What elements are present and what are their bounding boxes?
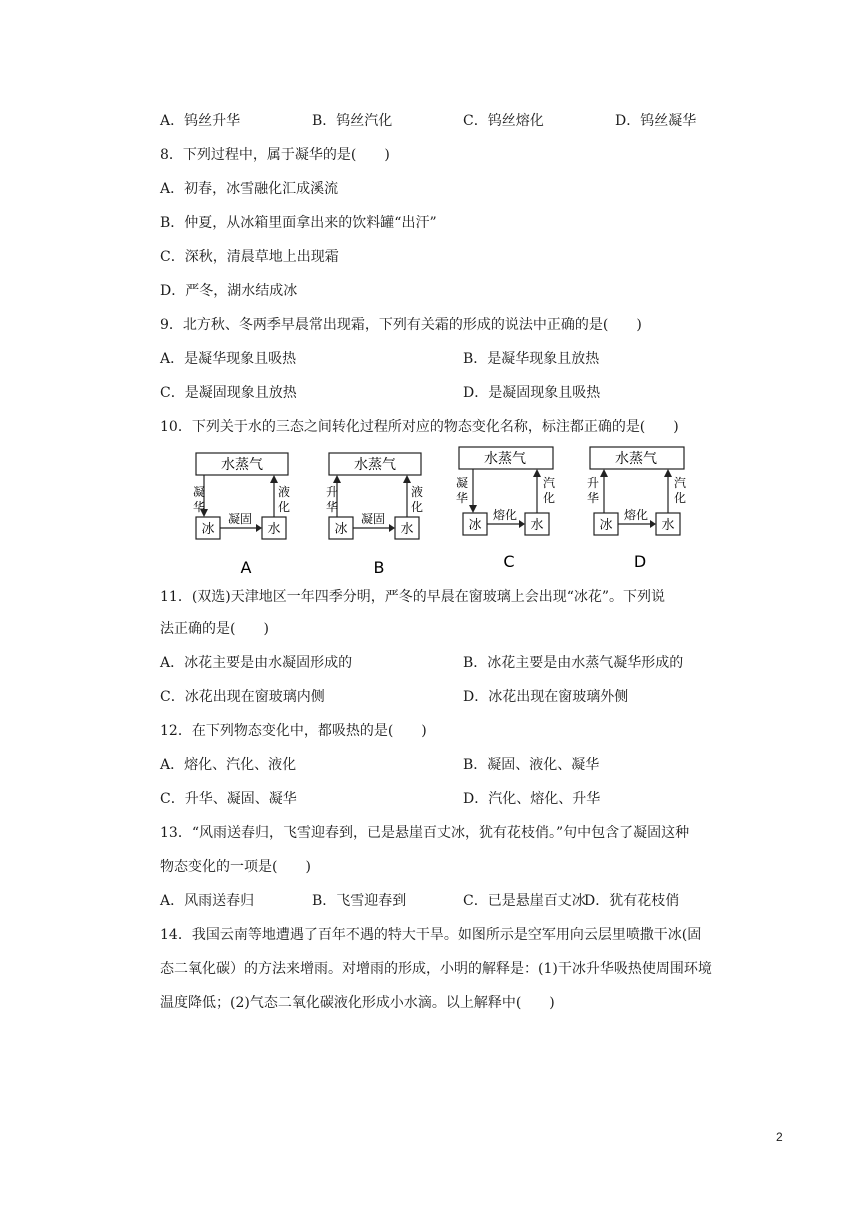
- diagram-c-ice: 冰: [468, 518, 482, 533]
- diagram-d-left-2: 华: [587, 491, 600, 505]
- q7-option-d: D．钨丝凝华: [615, 113, 697, 129]
- q12-option-c: C．升华、凝固、凝华: [160, 791, 297, 807]
- diagram-d-ice: 冰: [599, 518, 613, 533]
- diagram-b-right-1: 液: [411, 485, 424, 499]
- q12-option-b: B．凝固、液化、凝华: [463, 757, 600, 773]
- diagram-d-top: 水蒸气: [615, 451, 657, 467]
- q13-option-c: C．已是悬崖百丈冰: [463, 893, 586, 909]
- q13-option-d: D．犹有花枝俏: [584, 893, 680, 909]
- page-number: 2: [776, 1130, 783, 1144]
- diagram-c-right-1: 汽: [543, 476, 556, 490]
- diagram-c: [453, 441, 565, 577]
- diagram-b-left-1: 升: [326, 485, 339, 499]
- q14-line1: 14．我国云南等地遭遇了百年不遇的特大干旱。如图所示是空军用向云层里喷撒干冰(固: [160, 927, 702, 943]
- diagram-b-water: 水: [400, 522, 414, 537]
- q7-option-b: B．钨丝汽化: [312, 113, 393, 129]
- diagram-d: [584, 441, 696, 577]
- diagram-a-right-2: 化: [278, 500, 291, 514]
- diagram-b-ice: 冰: [334, 522, 348, 537]
- q13-option-a: A．风雨送春归: [160, 893, 255, 909]
- q13-option-b: B．飞雪迎春到: [312, 893, 407, 909]
- diagram-c-bottom: 熔化: [492, 508, 518, 522]
- q8-option-a: A．初春，冰雪融化汇成溪流: [160, 181, 339, 197]
- q8-option-b: B．仲夏，从冰箱里面拿出来的饮料罐“出汗”: [160, 215, 437, 231]
- diagram-a-bottom: 凝固: [227, 512, 253, 526]
- diagram-b: [323, 447, 433, 577]
- diagram-b-left-2: 华: [326, 500, 339, 514]
- diagram-a-left-2: 华: [193, 500, 206, 514]
- q7-option-c: C．钨丝熔化: [463, 113, 544, 129]
- q9-option-b: B．是凝华现象且放热: [463, 351, 600, 367]
- diagram-c-label: C: [503, 552, 515, 571]
- q12-stem: 12．在下列物态变化中，都吸热的是( ): [160, 723, 427, 739]
- diagram-d-left-1: 升: [587, 476, 600, 490]
- diagram-b-label: B: [373, 558, 385, 577]
- q7-option-a: A．钨丝升华: [160, 113, 241, 129]
- diagram-c-top: 水蒸气: [484, 451, 526, 467]
- diagram-d-right-2: 化: [674, 491, 687, 505]
- q14-line3: 温度降低；(2)气态二氧化碳液化形成小水滴。以上解释中( ): [160, 995, 555, 1011]
- diagram-a-left-1: 凝: [193, 485, 206, 499]
- q11-option-b: B．冰花主要是由水蒸气凝华形成的: [463, 655, 684, 671]
- q8-stem: 8．下列过程中，属于凝华的是( ): [160, 147, 390, 163]
- diagram-a: [190, 447, 300, 577]
- q8-option-c: C．深秋，清晨草地上出现霜: [160, 249, 339, 265]
- diagram-a-ice: 冰: [201, 522, 215, 537]
- q8-option-d: D．严冬，湖水结成冰: [160, 283, 298, 299]
- q10-stem: 10．下列关于水的三态之间转化过程所对应的物态变化名称，标注都正确的是( ): [160, 419, 679, 435]
- diagram-c-right-2: 化: [543, 491, 556, 505]
- diagram-c-left-2: 华: [456, 491, 469, 505]
- q11-stem-line1: 11．(双选)天津地区一年四季分明，严冬的早晨在窗玻璃上会出现“冰花”。下列说: [160, 589, 666, 605]
- q9-option-c: C．是凝固现象且放热: [160, 385, 297, 401]
- q12-option-a: A．熔化、汽化、液化: [160, 757, 297, 773]
- q11-option-a: A．冰花主要是由水凝固形成的: [160, 655, 353, 671]
- diagram-c-water: 水: [530, 518, 544, 533]
- diagram-a-label: A: [240, 558, 252, 577]
- q11-stem-line2: 法正确的是( ): [160, 621, 269, 637]
- diagram-a-right-1: 液: [278, 485, 291, 499]
- q11-option-c: C．冰花出现在窗玻璃内侧: [160, 689, 325, 705]
- diagram-d-bottom: 熔化: [623, 508, 649, 522]
- diagram-a-top: 水蒸气: [221, 457, 263, 473]
- diagram-d-water: 水: [661, 518, 675, 533]
- diagram-a-water: 水: [267, 522, 281, 537]
- q9-option-d: D．是凝固现象且吸热: [463, 385, 601, 401]
- q13-stem-line1: 13．“风雨送春归，飞雪迎春到，已是悬崖百丈冰，犹有花枝俏。”句中包含了凝固这种: [160, 825, 690, 841]
- diagram-b-right-2: 化: [411, 500, 424, 514]
- diagram-d-label: D: [633, 552, 647, 571]
- q9-stem: 9．北方秋、冬两季早晨常出现霜，下列有关霜的形成的说法中正确的是( ): [160, 317, 642, 333]
- q13-stem-line2: 物态变化的一项是( ): [160, 859, 311, 875]
- diagram-c-left-1: 凝: [456, 476, 469, 490]
- diagram-b-bottom: 凝固: [360, 512, 386, 526]
- diagram-d-right-1: 汽: [674, 476, 687, 490]
- q12-option-d: D．汽化、熔化、升华: [463, 791, 601, 807]
- q14-line2: 态二氧化碳）的方法来增雨。对增雨的形成，小明的解释是：(1)干冰升华吸热使周围环境: [160, 961, 712, 977]
- q9-option-a: A．是凝华现象且吸热: [160, 351, 297, 367]
- diagram-b-top: 水蒸气: [354, 457, 396, 473]
- q11-option-d: D．冰花出现在窗玻璃外侧: [463, 689, 629, 705]
